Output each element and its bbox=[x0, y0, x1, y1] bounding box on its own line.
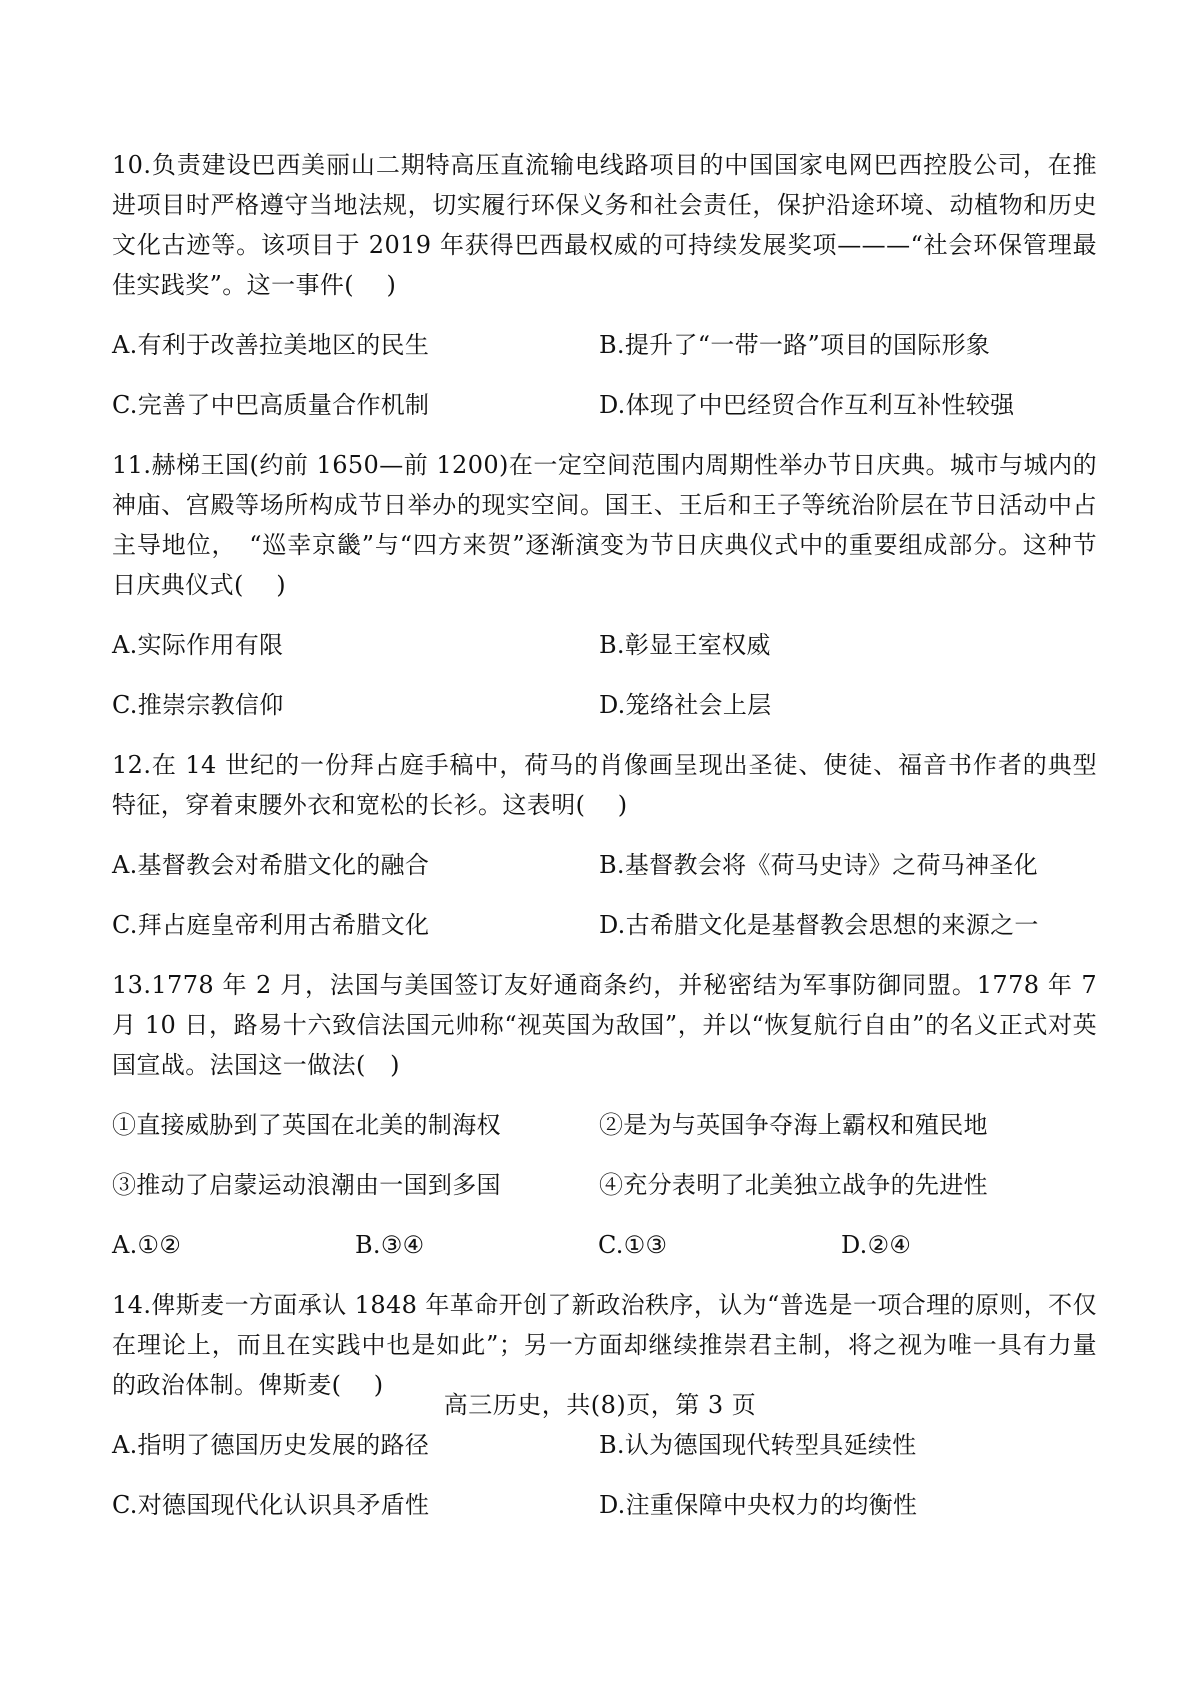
option-d: D.笼络社会上层 bbox=[599, 691, 772, 719]
statement-4: ④充分表明了北美独立战争的先进性 bbox=[599, 1171, 988, 1199]
option-b: B.提升了“一带一路”项目的国际形象 bbox=[599, 331, 991, 359]
statement-1: ①直接威胁到了英国在北美的制海权 bbox=[112, 1111, 501, 1139]
option-list bbox=[112, 845, 1097, 945]
option-b: B.彰显王室权威 bbox=[599, 631, 771, 659]
option-d: D.注重保障中央权力的均衡性 bbox=[599, 1491, 918, 1519]
statement-list bbox=[112, 1105, 1097, 1205]
statement-3: ③推动了启蒙运动浪潮由一国到多国 bbox=[112, 1171, 501, 1199]
option-a: A.指明了德国历史发展的路径 bbox=[112, 1431, 430, 1459]
question-stem: 11.赫梯王国(约前 1650—前 1200)在一定空间范围内周期性举办节日庆典。城市与城内的神庙、宫殿等场所构成节日举办的现实空间。国王、王后和王子等统治阶层在节日活动中占主导地位， “巡幸京畿”与“四方来贺”逐渐演变为节日庆典仪式中的重要组成部分。这种节日庆典仪式( ) bbox=[112, 451, 1097, 599]
option-list bbox=[112, 625, 1097, 725]
option-c: C.①③ bbox=[598, 1231, 668, 1259]
option-c: C.拜占庭皇帝利用古希腊文化 bbox=[112, 911, 430, 939]
statement-2: ②是为与英国争夺海上霸权和殖民地 bbox=[599, 1111, 988, 1139]
option-a: A.①② bbox=[112, 1231, 182, 1259]
question-12 bbox=[112, 745, 1097, 945]
option-b: B.认为德国现代转型具延续性 bbox=[599, 1431, 917, 1459]
option-c: C.对德国现代化认识具矛盾性 bbox=[112, 1491, 430, 1519]
option-list bbox=[112, 1225, 1097, 1265]
question-stem: 13.1778 年 2 月，法国与美国签订友好通商条约，并秘密结为军事防御同盟。1778 年 7 月 10 日，路易十六致信法国元帅称“视英国为敌国”，并以“恢复航行自由”的名义正式对英国宣战。法国这一做法( ) bbox=[112, 971, 1097, 1079]
question-stem: 10.负责建设巴西美丽山二期特高压直流输电线路项目的中国国家电网巴西控股公司，在推进项目时严格遵守当地法规，切实履行环保义务和社会责任，保护沿途环境、动植物和历史文化古迹等。该项目于 2019 年获得巴西最权威的可持续发展奖项———“社会环保管理最佳实践奖”。这一事件( ) bbox=[112, 151, 1097, 299]
option-list bbox=[112, 325, 1097, 425]
option-a: A.有利于改善拉美地区的民生 bbox=[112, 331, 430, 359]
exam-page bbox=[112, 145, 1097, 1545]
option-c: C.完善了中巴高质量合作机制 bbox=[112, 391, 430, 419]
option-b: B.③④ bbox=[355, 1231, 425, 1259]
question-stem: 12.在 14 世纪的一份拜占庭手稿中，荷马的肖像画呈现出圣徒、使徒、福音书作者的典型特征，穿着束腰外衣和宽松的长衫。这表明( ) bbox=[112, 751, 1097, 819]
question-11 bbox=[112, 445, 1097, 725]
question-13 bbox=[112, 965, 1097, 1265]
option-c: C.推崇宗教信仰 bbox=[112, 691, 284, 719]
option-b: B.基督教会将《荷马史诗》之荷马神圣化 bbox=[599, 851, 1038, 879]
option-d: D.②④ bbox=[841, 1231, 912, 1259]
option-a: A.基督教会对希腊文化的融合 bbox=[112, 851, 430, 879]
option-a: A.实际作用有限 bbox=[112, 631, 284, 659]
question-stem: 14.俾斯麦一方面承认 1848 年革命开创了新政治秩序，认为“普选是一项合理的原则，不仅在理论上，而且在实践中也是如此”；另一方面却继续推崇君主制，将之视为唯一具有力量的政治体制。俾斯麦( ) bbox=[112, 1291, 1097, 1399]
option-list bbox=[112, 1425, 1097, 1525]
option-d: D.古希腊文化是基督教会思想的来源之一 bbox=[599, 911, 1039, 939]
option-d: D.体现了中巴经贸合作互利互补性较强 bbox=[599, 391, 1015, 419]
page-footer: 高三历史，共(8)页，第 3 页 bbox=[443, 1391, 757, 1419]
question-10 bbox=[112, 145, 1097, 425]
